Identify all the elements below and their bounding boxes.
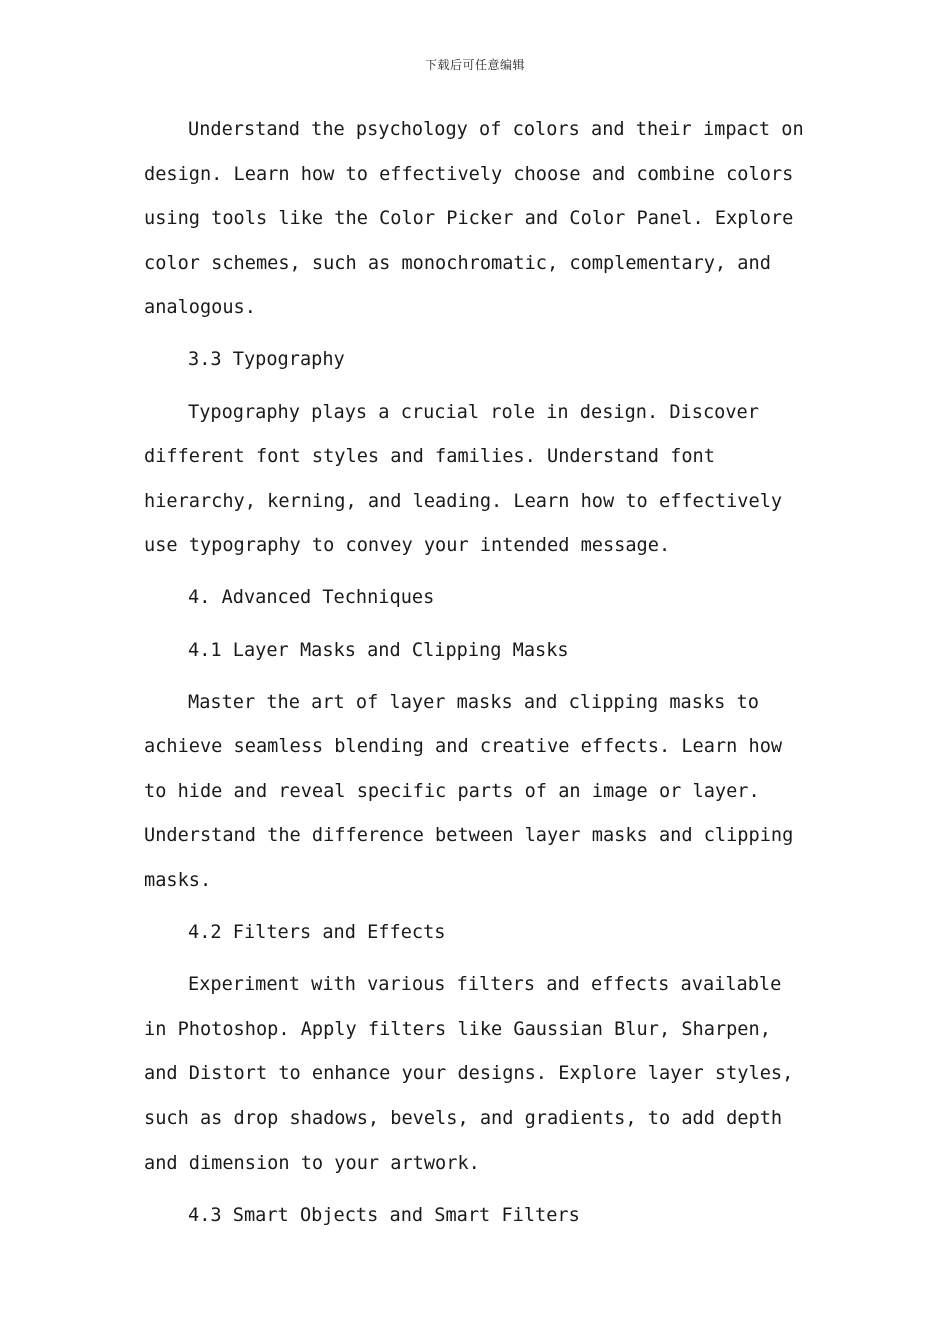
section-heading-filters-effects: 4.2 Filters and Effects [188,922,446,944]
paragraph-typography: Typography plays a crucial role in design. Discover different font styles and families. Understand font hierarchy, kerning, and leading. Learn how to effectively use typography to convey your intended message. [144,401,783,557]
page-header: 下载后可任意编辑 [424,58,525,72]
paragraph-filters-effects: Experiment with various filters and effects available in Photoshop. Apply filters like Gaussian Blur, Sharpen, and Distort to enhance your designs. Explore layer styles, such as drop shadows, bevels, and gradients, to add depth and dimension to your artwork. [144,974,794,1174]
document-body [144,108,814,1246]
paragraph-color-psychology: Understand the psychology of colors and their impact on design. Learn how to effectively choose and combine colors using tools like the Color Picker and Color Panel. Explore color schemes, such as monochromatic, complementary, and analogous. [144,119,804,319]
section-heading-advanced-techniques: 4. Advanced Techniques [188,587,435,609]
section-heading-layer-masks: 4.1 Layer Masks and Clipping Masks [188,639,569,661]
section-heading-smart-objects: 4.3 Smart Objects and Smart Filters [188,1204,580,1226]
section-heading-typography: 3.3 Typography [188,349,345,371]
paragraph-layer-masks: Master the art of layer masks and clipping masks to achieve seamless blending and creative effects. Learn how to hide and reveal specific parts of an image or layer. Understand the difference between layer masks and clipping masks. [144,691,794,891]
